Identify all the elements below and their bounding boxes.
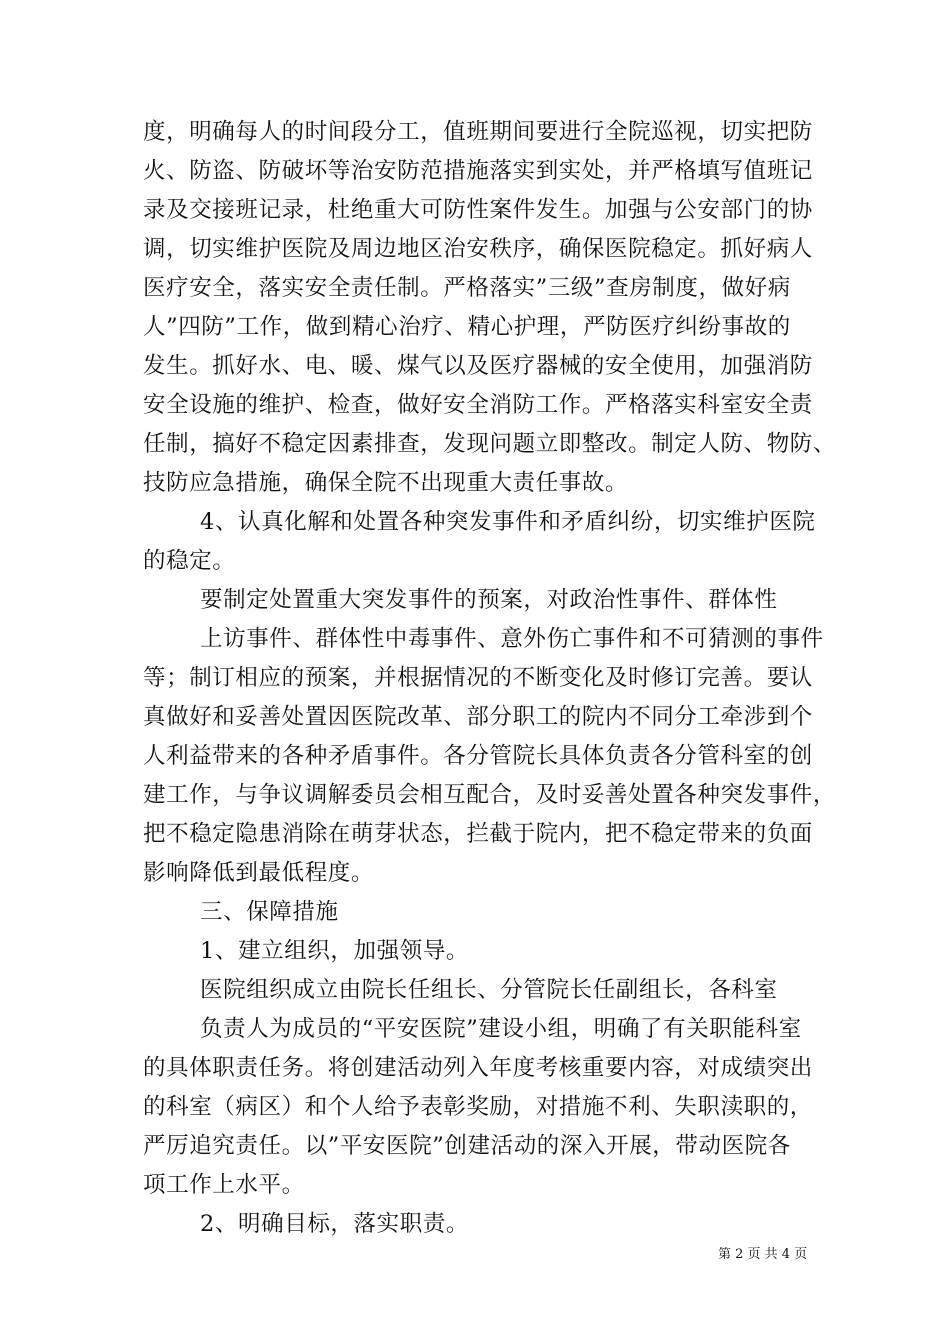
text-line: 医院组织成立由院长任组长、分管院长任副组长，各科室 — [200, 977, 778, 1003]
text-line: 把不稳定隐患消除在萌芽状态，拦截于院内，把不稳定带来的负面 — [143, 821, 813, 847]
text-line: 三、保障措施 — [200, 899, 339, 925]
text-line: 4、认真化解和处置各种突发事件和矛盾纠纷，切实维护医院 — [200, 509, 816, 535]
text-line: 度，明确每人的时间段分工，值班期间要进行全院巡视，切实把防 — [143, 119, 813, 145]
text-line: 发生。抓好水、电、暖、煤气以及医疗器械的安全使用，加强消防 — [143, 353, 813, 379]
text-line: 调，切实维护医院及周边地区治安秩序，确保医院稳定。抓好病人 — [143, 236, 813, 262]
text-line: 任制，搞好不稳定因素排查，发现问题立即整改。制定人防、物防、 — [143, 431, 837, 457]
text-line: 的稳定。 — [143, 548, 236, 574]
text-line: 影响降低到最低程度。 — [143, 860, 375, 886]
text-line: 要制定处置重大突发事件的预案，对政治性事件、群体性 — [200, 587, 778, 613]
text-line: 上访事件、群体性中毒事件、意外伤亡事件和不可猜测的事件 — [200, 626, 824, 652]
text-line: 1、建立组织，加强领导。 — [200, 938, 470, 964]
text-line: 医疗安全，落实安全责任制。严格落实”三级”查房制度，做好病 — [143, 275, 791, 301]
text-line: 录及交接班记录，杜绝重大可防性案件发生。加强与公安部门的协 — [143, 197, 813, 223]
page-number-footer: 第 2 页 共 4 页 — [718, 1247, 808, 1262]
text-line: 等；制订相应的预案，并根据情况的不断变化及时修订完善。要认 — [143, 665, 813, 691]
text-line: 技防应急措施，确保全院不出现重大责任事故。 — [143, 470, 629, 496]
text-line: 2、明确目标，落实职责。 — [200, 1211, 470, 1237]
text-line: 火、防盗、防破坏等治安防范措施落实到实处，并严格填写值班记 — [143, 158, 813, 184]
text-line: 人利益带来的各种矛盾事件。各分管院长具体负责各分管科室的创 — [143, 743, 813, 769]
text-line: 人”四防”工作，做到精心治疗、精心护理，严防医疗纠纷事故的 — [143, 314, 791, 340]
document-body — [143, 113, 837, 1244]
text-line: 负责人为成员的“平安医院”建设小组，明确了有关职能科室 — [200, 1016, 802, 1042]
text-line: 安全设施的维护、检查，做好安全消防工作。严格落实科室安全责 — [143, 392, 813, 418]
text-line: 的具体职责任务。将创建活动列入年度考核重要内容，对成绩突出 — [143, 1055, 813, 1081]
text-line: 的科室（病区）和个人给予表彰奖励，对措施不利、失职渎职的， — [143, 1094, 813, 1120]
text-line: 严厉追究责任。以”平安医院”创建活动的深入开展，带动医院各 — [143, 1133, 791, 1159]
text-line: 项工作上水平。 — [143, 1172, 305, 1198]
text-line: 建工作，与争议调解委员会相互配合，及时妥善处置各种突发事件， — [143, 782, 837, 808]
text-line: 真做好和妥善处置因医院改革、部分职工的院内不同分工牵涉到个 — [143, 704, 813, 730]
